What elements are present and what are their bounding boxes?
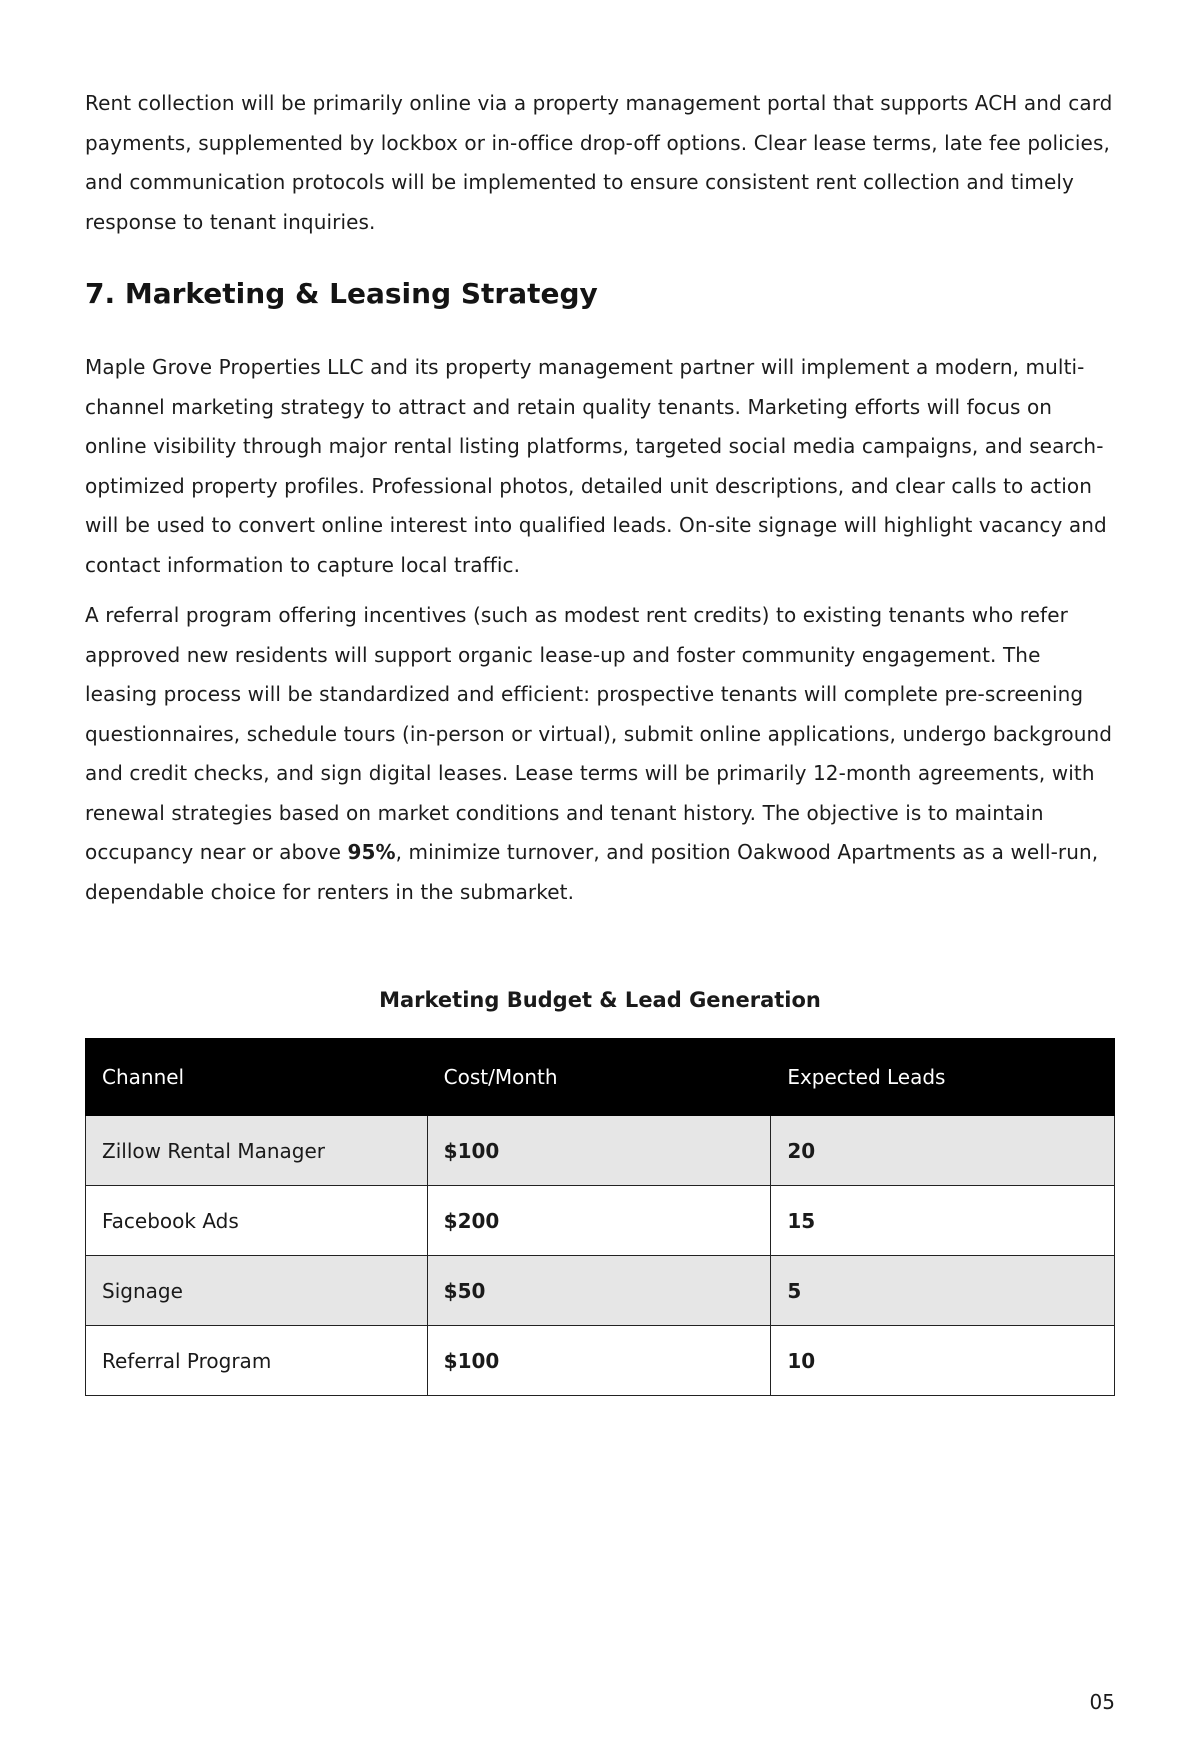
cost-cell: $50 (427, 1256, 771, 1326)
leads-cell: 20 (771, 1116, 1115, 1186)
section-paragraph-1: Maple Grove Properties LLC and its property management partner will implement a modern, multi-channel marketing strategy to attract and retain quality tenants. Marketing efforts will focus on online visibility through major rental listing platforms, targeted social media campaigns, and search-optimized property profiles. Professional photos, detailed unit descriptions, and clear calls to action will be used to convert online interest into qualified leads. On-site signage will highlight vacancy and contact information to capture local traffic. (85, 355, 1107, 577)
header-expected-leads: Expected Leads (771, 1039, 1115, 1116)
table-row (86, 1256, 1115, 1326)
leads-cell: 10 (771, 1326, 1115, 1396)
channel-cell: Signage (86, 1256, 428, 1326)
header-cost-month: Cost/Month (427, 1039, 771, 1116)
occupancy-target: 95% (347, 840, 396, 864)
table-row (86, 1326, 1115, 1396)
table-title: Marketing Budget & Lead Generation (379, 988, 821, 1012)
intro-paragraph: Rent collection will be primarily online via a property management portal that supports ACH and card payments, supplemented by lockbox or in-office drop-off options. Clear lease terms, late fee policies, and communication protocols will be implemented to ensure consistent rent collection and timely response to tenant inquiries. (85, 91, 1113, 234)
cost-cell: $100 (427, 1326, 771, 1396)
marketing-budget-table (85, 1038, 1115, 1396)
header-channel: Channel (86, 1039, 428, 1116)
leads-cell: 5 (771, 1256, 1115, 1326)
channel-cell: Zillow Rental Manager (86, 1116, 428, 1186)
page-number: 05 (1089, 1690, 1115, 1714)
cost-cell: $200 (427, 1186, 771, 1256)
cost-cell: $100 (427, 1116, 771, 1186)
paragraph-2-text-start: A referral program offering incentives (such as modest rent credits) to existing tenants who refer approved new residents will support organic lease-up and foster community engagement. The leasing process will be standardized and efficient: prospective tenants will complete pre-screening questionnaires, schedule tours (in-person or virtual), submit online applications, undergo background and credit checks, and sign digital leases. Lease terms will be primarily 12-month agreements, with renewal strategies based on market conditions and tenant history. The objective is to maintain occupancy near or above (85, 603, 1113, 864)
table-row (86, 1116, 1115, 1186)
paragraph-2-text-end: , minimize turnover, and position Oakwood Apartments as a well-run, dependable choice for renters in the submarket. (85, 840, 1099, 904)
channel-cell: Facebook Ads (86, 1186, 428, 1256)
table-header-row (86, 1039, 1115, 1116)
leads-cell: 15 (771, 1186, 1115, 1256)
section-heading: 7. Marketing & Leasing Strategy (85, 277, 598, 310)
table-row (86, 1186, 1115, 1256)
channel-cell: Referral Program (86, 1326, 428, 1396)
document-page (85, 84, 1115, 1396)
section-paragraph-2 (85, 596, 1115, 912)
